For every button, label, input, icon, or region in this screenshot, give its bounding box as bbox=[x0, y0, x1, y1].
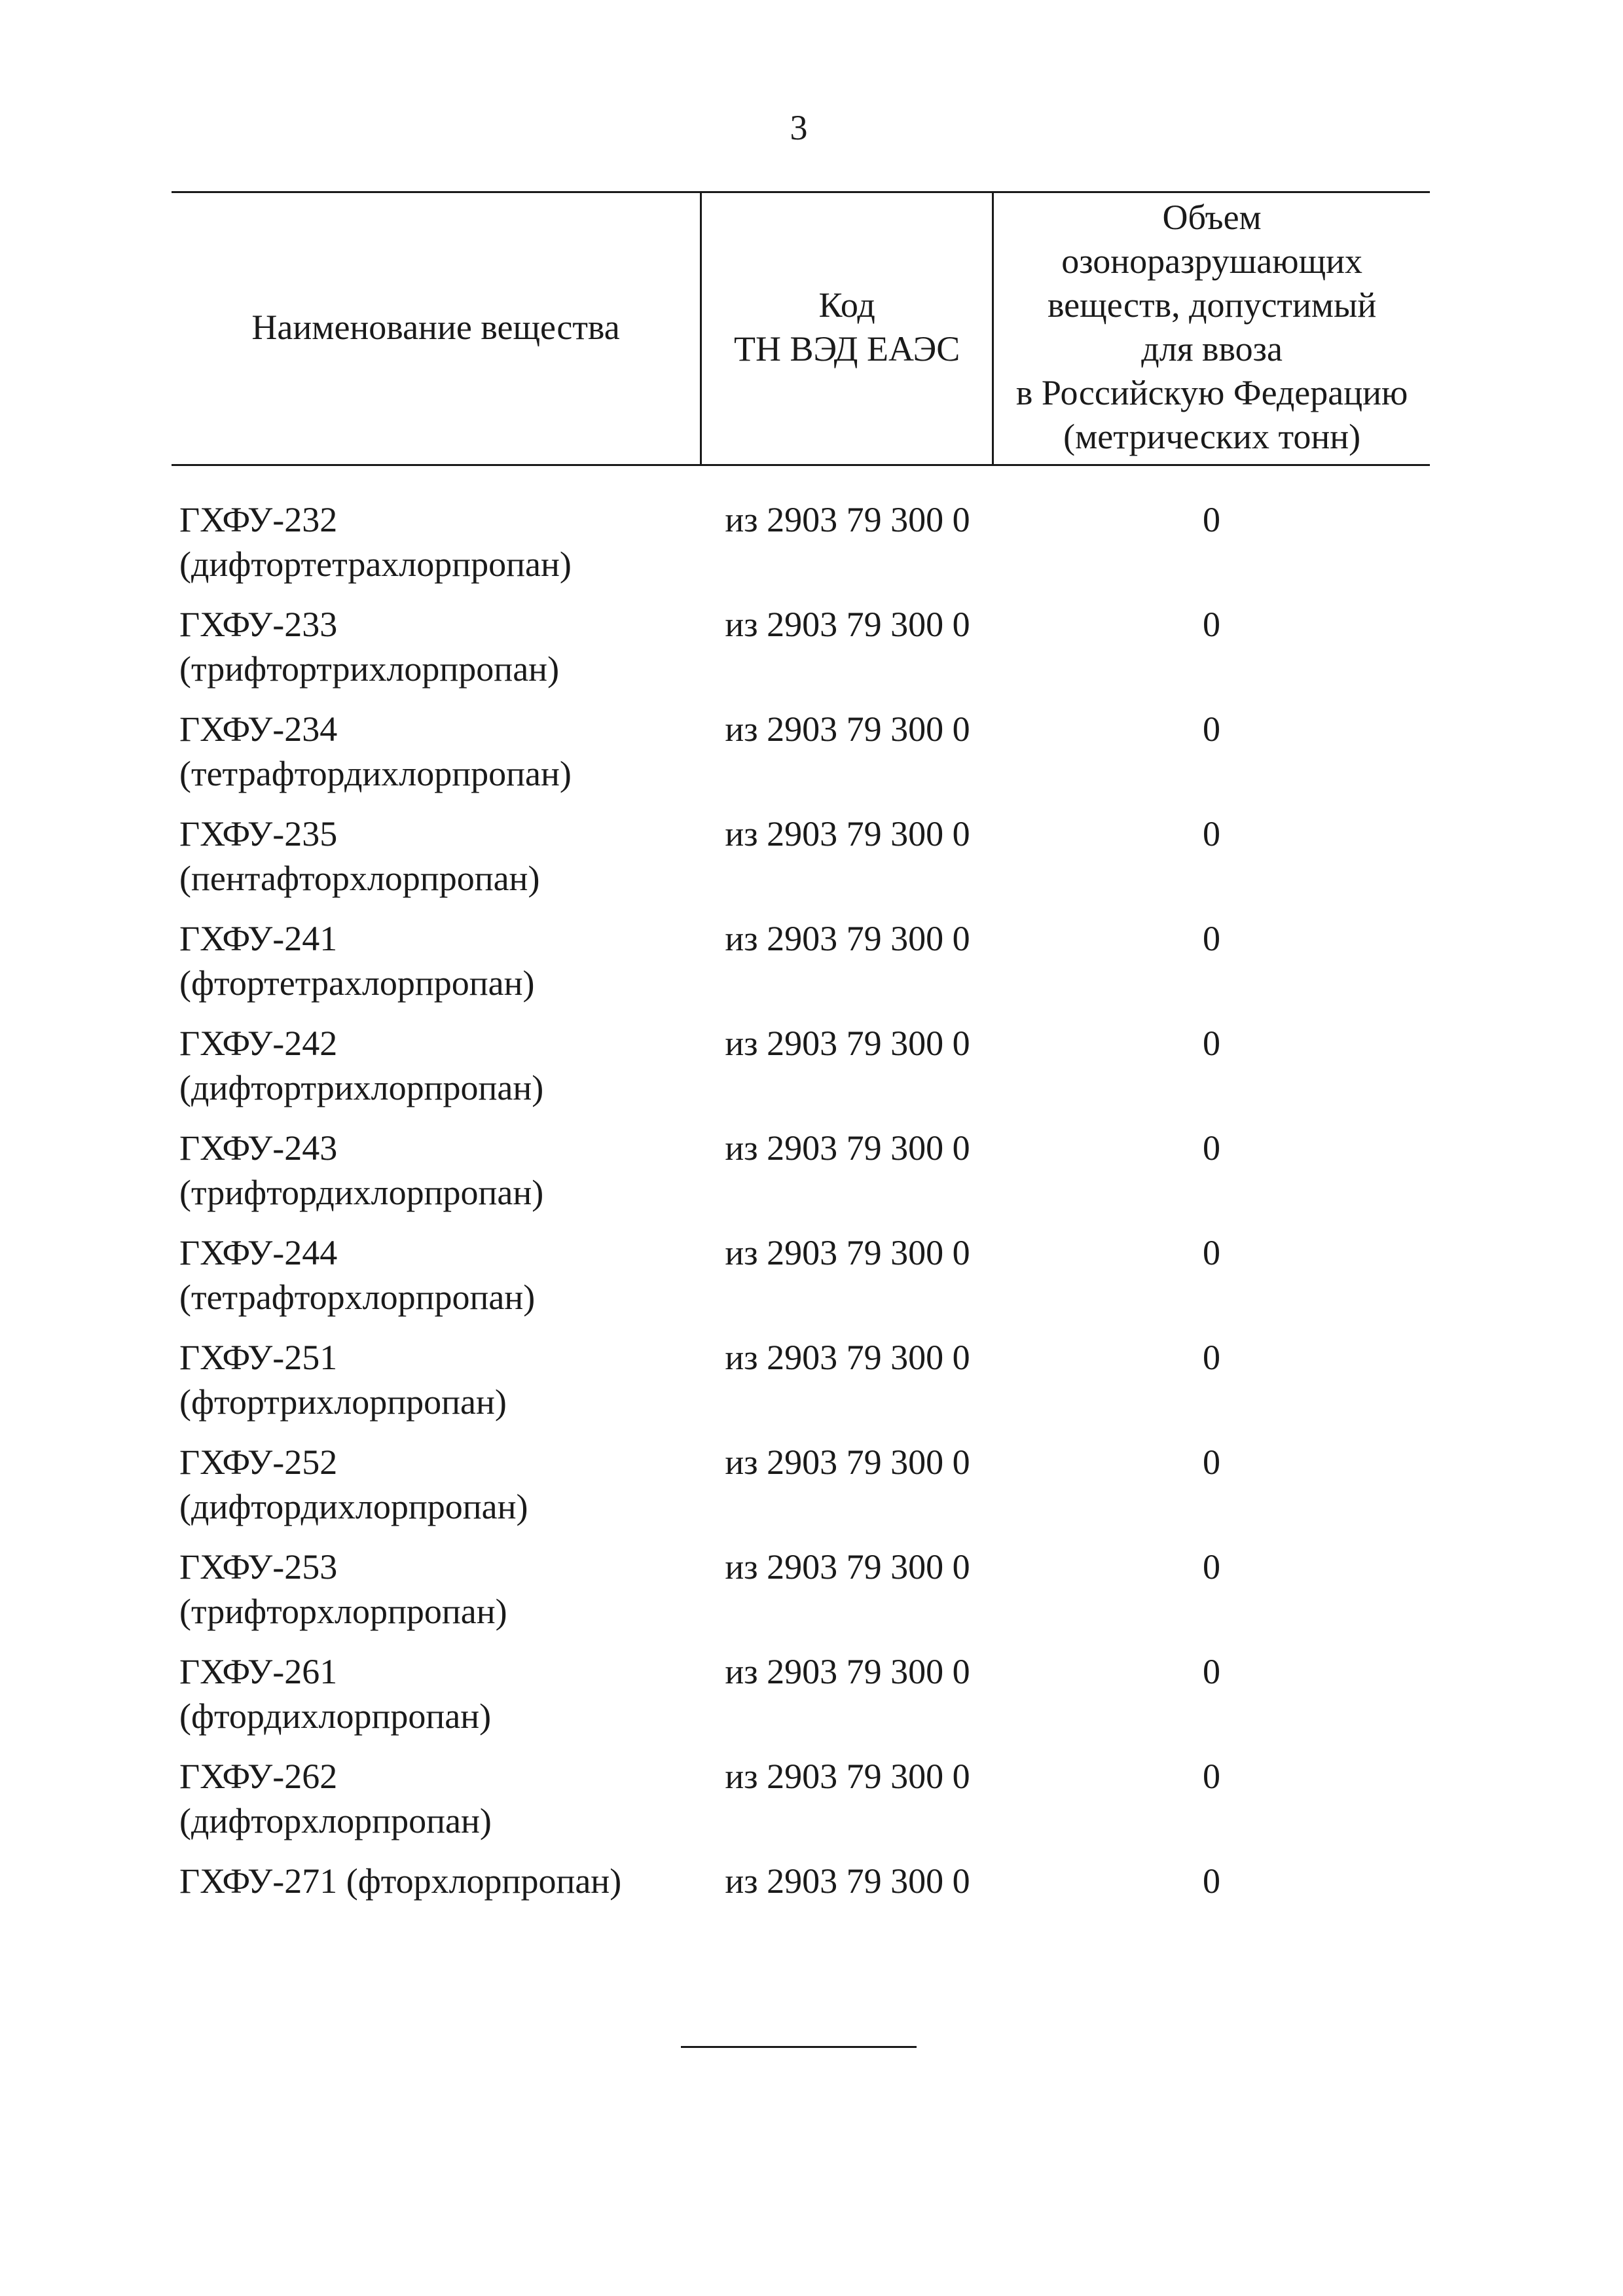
substance-name-cell bbox=[172, 916, 702, 1021]
volume-cell: 0 bbox=[1203, 1338, 1220, 1377]
substance-code-name: ГХФУ-234 bbox=[179, 709, 338, 749]
volume-cell: 0 bbox=[1203, 814, 1220, 853]
table-row bbox=[172, 1649, 1430, 1754]
hs-code-cell: из 2903 79 300 0 bbox=[725, 814, 970, 853]
hs-code-cell: из 2903 79 300 0 bbox=[725, 605, 970, 644]
substance-code-name: ГХФУ-235 bbox=[179, 814, 338, 853]
header-line: в Российскую Федерацию bbox=[1015, 373, 1408, 412]
substance-code-name: ГХФУ-244 bbox=[179, 1233, 338, 1272]
substance-name-cell bbox=[172, 812, 702, 916]
substance-name-cell bbox=[172, 1754, 702, 1859]
hs-code-cell: из 2903 79 300 0 bbox=[725, 1128, 970, 1168]
substance-chemical-name: (трифтордихлорпропан) bbox=[179, 1173, 544, 1212]
end-of-document-rule bbox=[681, 2046, 917, 2048]
table-row bbox=[172, 602, 1430, 707]
substance-chemical-name: (фтортрихлорпропан) bbox=[179, 1382, 507, 1422]
hs-code-cell: из 2903 79 300 0 bbox=[725, 1861, 970, 1901]
substance-code-name: ГХФУ-252 bbox=[179, 1443, 338, 1482]
table-row bbox=[172, 1126, 1430, 1230]
substance-chemical-name: (тетрафторхлорпропан) bbox=[179, 1278, 536, 1317]
header-line: озоноразрушающих bbox=[1061, 242, 1363, 281]
substance-chemical-name: (тетрафтордихлорпропан) bbox=[179, 754, 572, 793]
table-header-block bbox=[172, 191, 1430, 466]
header-line: Наименование вещества bbox=[251, 307, 620, 347]
hs-code-cell: из 2903 79 300 0 bbox=[725, 1652, 970, 1691]
volume-cell: 0 bbox=[1203, 709, 1220, 749]
substance-name-cell bbox=[172, 1126, 702, 1230]
substance-name-cell bbox=[172, 1859, 702, 1964]
table-row bbox=[172, 1754, 1430, 1859]
volume-cell: 0 bbox=[1203, 1547, 1220, 1587]
substance-code-name: ГХФУ-262 bbox=[179, 1757, 338, 1796]
table-row bbox=[172, 707, 1430, 812]
hs-code-cell: из 2903 79 300 0 bbox=[725, 1547, 970, 1587]
hs-code-cell: из 2903 79 300 0 bbox=[725, 1024, 970, 1063]
substance-code-name: ГХФУ-251 bbox=[179, 1338, 338, 1377]
hs-code-cell: из 2903 79 300 0 bbox=[725, 1338, 970, 1377]
substance-chemical-name: (дифтордихлорпропан) bbox=[179, 1487, 528, 1526]
hs-code-cell: из 2903 79 300 0 bbox=[725, 1757, 970, 1796]
header-volume bbox=[993, 192, 1430, 465]
header-line: для ввоза bbox=[1141, 329, 1283, 368]
table-row bbox=[172, 1440, 1430, 1545]
substance-code-name: ГХФУ-232 bbox=[179, 500, 338, 539]
page-number: 3 bbox=[790, 108, 808, 147]
header-code bbox=[701, 192, 993, 465]
hs-code-cell: из 2903 79 300 0 bbox=[725, 1233, 970, 1272]
table-row bbox=[172, 497, 1430, 602]
table-row bbox=[172, 1859, 1430, 1964]
header-line: (метрических тонн) bbox=[1063, 417, 1361, 456]
header-line: ТН ВЭД ЕАЭС bbox=[734, 329, 960, 368]
table-row bbox=[172, 812, 1430, 916]
substance-chemical-name: (фтортетрахлорпропан) bbox=[179, 963, 535, 1003]
table-header bbox=[172, 191, 1430, 466]
substance-code-name: ГХФУ-233 bbox=[179, 605, 338, 644]
table-row bbox=[172, 1545, 1430, 1649]
hs-code-cell: из 2903 79 300 0 bbox=[725, 919, 970, 958]
substance-name-cell bbox=[172, 497, 702, 602]
substance-name-cell bbox=[172, 602, 702, 707]
table-row bbox=[172, 916, 1430, 1021]
substance-name-cell bbox=[172, 1440, 702, 1545]
substance-name-cell bbox=[172, 1649, 702, 1754]
substance-chemical-name: (дифтортетрахлорпропан) bbox=[179, 545, 572, 584]
substance-code-name: ГХФУ-241 bbox=[179, 919, 338, 958]
table-row bbox=[172, 1021, 1430, 1126]
substance-name-cell bbox=[172, 1335, 702, 1440]
substance-chemical-name: (трифтортрихлорпропан) bbox=[179, 649, 560, 689]
substance-name-cell bbox=[172, 707, 702, 812]
substance-chemical-name: (дифторхлорпропан) bbox=[179, 1801, 492, 1840]
header-substance-name bbox=[172, 192, 701, 465]
header-line: Код bbox=[818, 285, 875, 325]
volume-cell: 0 bbox=[1203, 1128, 1220, 1168]
substance-name-cell bbox=[172, 1545, 702, 1649]
substance-chemical-name: (дифтортрихлорпропан) bbox=[179, 1068, 544, 1107]
volume-cell: 0 bbox=[1203, 1652, 1220, 1691]
hs-code-cell: из 2903 79 300 0 bbox=[725, 1443, 970, 1482]
substance-code-name: ГХФУ-243 bbox=[179, 1128, 338, 1168]
substance-code-name: ГХФУ-242 bbox=[179, 1024, 338, 1063]
substance-code-name: ГХФУ-253 bbox=[179, 1547, 338, 1587]
substance-chemical-name: (фтордихлорпропан) bbox=[179, 1696, 492, 1736]
volume-cell: 0 bbox=[1203, 1757, 1220, 1796]
table-row bbox=[172, 1335, 1430, 1440]
volume-cell: 0 bbox=[1203, 1443, 1220, 1482]
hs-code-cell: из 2903 79 300 0 bbox=[725, 709, 970, 749]
volume-cell: 0 bbox=[1203, 1861, 1220, 1901]
volume-cell: 0 bbox=[1203, 500, 1220, 539]
hs-code-cell: из 2903 79 300 0 bbox=[725, 500, 970, 539]
volume-cell: 0 bbox=[1203, 605, 1220, 644]
table-row bbox=[172, 1230, 1430, 1335]
substance-code-name: ГХФУ-261 bbox=[179, 1652, 338, 1691]
substance-name-cell bbox=[172, 1230, 702, 1335]
volume-cell: 0 bbox=[1203, 1233, 1220, 1272]
table-body bbox=[172, 497, 1430, 1964]
substance-chemical-name: (пентафторхлорпропан) bbox=[179, 859, 540, 898]
header-line: веществ, допустимый bbox=[1047, 285, 1377, 325]
substance-code-name: ГХФУ-271 (фторхлорпропан) bbox=[179, 1861, 622, 1901]
header-line: Объем bbox=[1162, 198, 1262, 237]
substance-chemical-name: (трифторхлорпропан) bbox=[179, 1592, 507, 1631]
volume-cell: 0 bbox=[1203, 919, 1220, 958]
volume-cell: 0 bbox=[1203, 1024, 1220, 1063]
substance-name-cell bbox=[172, 1021, 702, 1126]
